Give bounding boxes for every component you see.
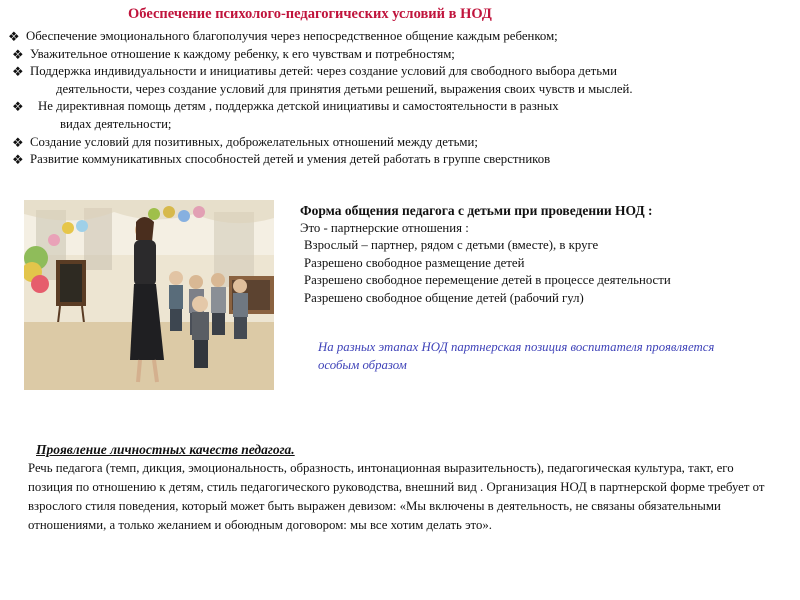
classroom-photo — [24, 200, 274, 390]
diamond-bullet-icon: ❖ — [8, 29, 20, 44]
form-line: Взрослый – партнер, рядом с детьми (вместе), в круге — [304, 238, 599, 253]
list-item — [8, 46, 788, 64]
teacher-qualities-section — [28, 440, 778, 535]
list-item-continuation: деятельности, через создание условий для принятия детьми решений, выражения своих чувств и мыслей. — [56, 81, 633, 96]
page-title: Обеспечение психолого-педагогических условий в НОД — [128, 6, 492, 22]
diamond-bullet-icon: ❖ — [12, 99, 24, 115]
conditions-list — [8, 28, 788, 169]
list-item-text: Развитие коммуникативных способностей детей и умения детей работать в группе сверстников — [30, 152, 551, 167]
list-item-text — [30, 98, 788, 133]
list-item-text: Уважительное отношение к каждому ребенку, к его чувствам и потребностям; — [30, 46, 455, 61]
diamond-bullet-icon: ❖ — [12, 46, 24, 62]
italic-note: На разных этапах НОД партнерская позиция воспитателя проявляется особым образом — [318, 340, 715, 372]
diamond-bullet-icon: ❖ — [12, 152, 24, 168]
list-item-text: Обеспечение эмоционального благополучия через непосредственное общение каждым ребенком; — [26, 29, 558, 43]
form-line: Разрешено свободное общение детей (рабочий гул) — [304, 290, 584, 305]
section-heading: Форма общения педагога с детьми при проведении НОД : — [300, 203, 653, 218]
list-item — [8, 98, 788, 133]
form-line: Разрешено свободное размещение детей — [304, 255, 525, 270]
list-item-text — [30, 63, 788, 98]
diamond-bullet-icon: ❖ — [12, 64, 24, 80]
form-line: Разрешено свободное перемещение детей в процессе деятельности — [304, 273, 671, 288]
list-item-line: Поддержка индивидуальности и инициативы детей: через создание условий для свободного выбора детьми — [30, 64, 617, 79]
list-item — [8, 63, 788, 98]
form-line: Это - партнерские отношения : — [300, 220, 469, 235]
list-item — [8, 151, 788, 169]
list-item-line: Не директивная помощь детям , поддержка детской инициативы и самостоятельности в разных — [38, 99, 559, 114]
communication-form-section — [300, 202, 780, 308]
list-item — [8, 28, 788, 46]
section-heading: Проявление личностных качеств педагога. — [36, 442, 295, 457]
list-item-continuation: видах деятельности; — [60, 116, 172, 131]
list-item — [8, 134, 788, 152]
diamond-bullet-icon: ❖ — [12, 134, 24, 150]
section-paragraph: Речь педагога (темп, дикция, эмоциональность, образность, интонационная выразительность), педагогическая культура, такт, его позиция по отношению к детям, стиль педагогического руководства, внешний вид . Организация НОД в партнерской форме требует от взрослого стиля поведения, который может быть выражен девизом: «Мы включены в деятельность, не связаны обязательными отношениями, а только желанием и обоюдным договором: мы все хотим делать это». — [28, 461, 765, 532]
list-item-text: Создание условий для позитивных, доброжелательных отношений между детьми; — [30, 134, 478, 149]
